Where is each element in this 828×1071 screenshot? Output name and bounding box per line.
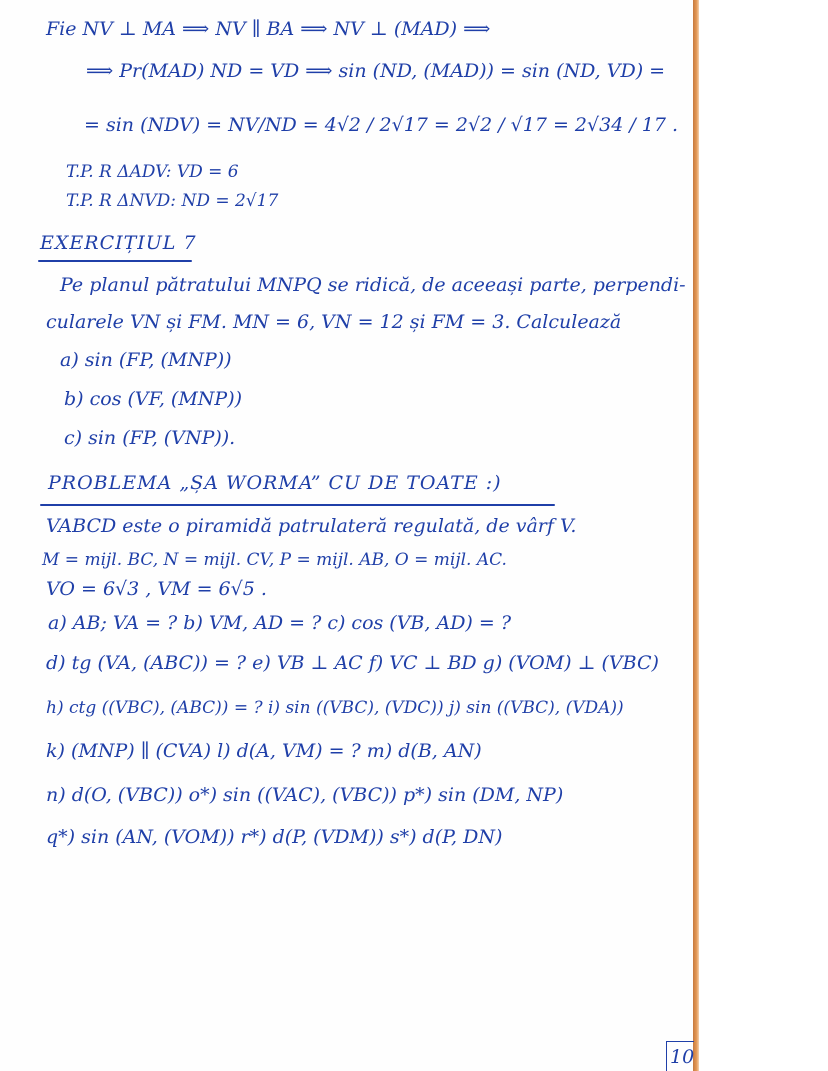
exercise-7-part-c: c) sin (FP, (VNP)). xyxy=(64,427,236,449)
text-line-2: ⟹ Pr(MAD) ND = VD ⟹ sin (ND, (MAD)) = sin (ND, VD) = xyxy=(86,60,666,82)
problem-parts-q-s: q*) sin (AN, (VOM)) r*) d(P, (VDM)) s*) d(P, DN) xyxy=(46,826,503,848)
text-line-13: VABCD este o piramidă patrulateră regulată, de vârf V. xyxy=(46,515,577,537)
background xyxy=(699,0,828,1071)
text-line-3: = sin (NDV) = NV/ND = 4√2 / 2√17 = 2√2 / √17 = 2√34 / 17 . xyxy=(84,114,679,136)
heading-underline xyxy=(40,504,555,506)
heading-underline xyxy=(38,260,192,262)
exercise-7-part-b: b) cos (VF, (MNP)) xyxy=(64,388,243,410)
text-line-7: Pe planul pătratului MNPQ se ridică, de aceeași parte, perpendi- xyxy=(60,274,686,296)
text-line-8: cularele VN și FM. MN = 6, VN = 12 și FM = 3. Calculează xyxy=(46,311,622,333)
problem-parts-a-c: a) AB; VA = ? b) VM, AD = ? c) cos (VB, AD) = ? xyxy=(48,612,512,634)
page-number: 10 xyxy=(670,1046,695,1068)
exercise-7-heading: EXERCIȚIUL 7 xyxy=(40,232,197,254)
text-line-4: T.P. R ΔADV: VD = 6 xyxy=(66,162,239,182)
problem-parts-k-m: k) (MNP) ∥ (CVA) l) d(A, VM) = ? m) d(B, AN) xyxy=(46,740,482,762)
text-line-14: M = mijl. BC, N = mijl. CV, P = mijl. AB, O = mijl. AC. xyxy=(42,550,507,570)
problem-heading: PROBLEMA „ȘA WORMA” CU DE TOATE :) xyxy=(48,472,502,494)
problem-parts-d-g: d) tg (VA, (ABC)) = ? e) VB ⊥ AC f) VC ⊥ BD g) (VOM) ⊥ (VBC) xyxy=(46,652,659,674)
text-line-1: Fie NV ⊥ MA ⟹ NV ∥ BA ⟹ NV ⊥ (MAD) ⟹ xyxy=(46,18,491,40)
text-line-5: T.P. R ΔNVD: ND = 2√17 xyxy=(66,191,279,211)
text-line-15: VO = 6√3 , VM = 6√5 . xyxy=(46,578,267,600)
problem-parts-h-j: h) ctg ((VBC), (ABC)) = ? i) sin ((VBC), (VDC)) j) sin ((VBC), (VDA)) xyxy=(46,698,624,718)
exercise-7-part-a: a) sin (FP, (MNP)) xyxy=(60,349,232,371)
problem-parts-n-p: n) d(O, (VBC)) o*) sin ((VAC), (VBC)) p*) sin (DM, NP) xyxy=(46,784,564,806)
